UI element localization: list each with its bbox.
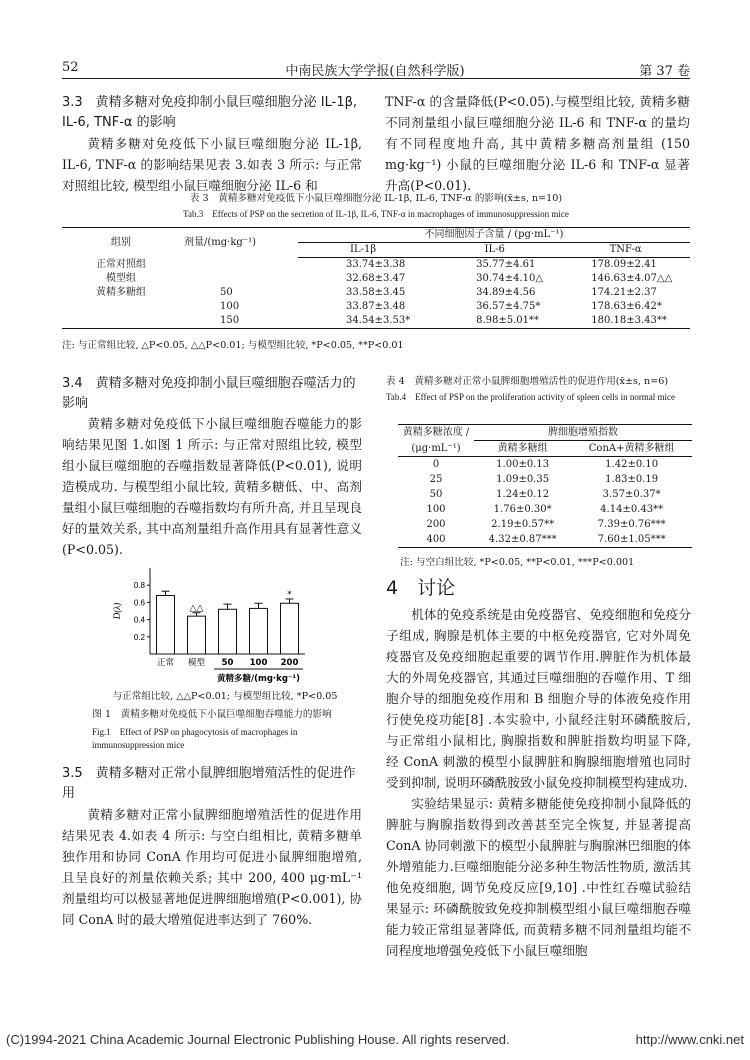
table-cell: 1.83±0.19	[605, 474, 659, 485]
volume-label: 第 37 卷	[639, 64, 690, 79]
table-cell: 3.57±0.37*	[602, 489, 661, 500]
table-cell: 100	[220, 301, 240, 312]
table4-header-conc-unit: (μg·mL⁻¹)	[398, 441, 474, 457]
table-cell: 180.18±3.43**	[561, 314, 690, 329]
table-cell: 4.32±0.87***	[474, 532, 571, 548]
y-tick-label: 0.4	[133, 615, 145, 625]
table3-caption-en: Tab.3 Effects of PSP on the secretion of IL-1β, IL-6, TNF-α in macrophages of immunosuppression mice	[183, 209, 569, 219]
x-tick-label: 模型	[187, 658, 206, 668]
y-tick-label: 0.2	[133, 632, 145, 642]
bar	[219, 609, 237, 654]
bar	[281, 603, 299, 654]
table-row	[398, 517, 692, 532]
table-row	[62, 272, 690, 286]
page-number: 52	[62, 60, 79, 75]
table-cell: 7.39±0.76***	[597, 519, 666, 530]
table-cell: 400	[398, 532, 474, 548]
section-4-title: 4 讨论	[386, 577, 456, 599]
table-cell	[180, 258, 298, 273]
journal-title: 中南民族大学学报(自然科学版)	[285, 64, 465, 79]
table-cell: 50	[220, 287, 233, 298]
table3	[62, 227, 690, 329]
section-3-3-body	[62, 133, 362, 196]
paragraph: 实验结果显示: 黄精多糖能使免疫抑制小鼠降低的脾脏与胸腺指数得到改善甚至完全恢复, 并显著提高 ConA 协同刺激下的模型小鼠脾脏与胸腺淋巴细胞的体外增殖能力.巨噬细胞能分泌多种生物活性物质, 激活其他免疫细胞, 调节免疫反应[9,10] .中性红吞噬试验结果显示: 环磷酰胺致免疫抑制模型组小鼠巨噬细胞吞噬能力较正常组显著降低, 而黄精多糖不同剂量组均能不同程度地增强免疫低下小鼠巨噬细胞	[386, 796, 691, 958]
table-cell: 25	[429, 474, 443, 485]
section-3-5-title: 3.5 黄精多糖对正常小鼠脾细胞增殖活性的促进作用	[62, 766, 356, 801]
table-cell: 8.98±5.01**	[428, 314, 561, 329]
table-cell: 33.87±3.48	[346, 301, 406, 312]
table3-header-dose: 剂量/(mg·kg⁻¹)	[180, 228, 298, 258]
section-3-3-title: 3.3 黄精多糖对免疫抑制小鼠巨噬细胞分泌 IL-1β, IL-6, TNF-α 的影响	[62, 95, 358, 130]
significance-marker: *	[287, 589, 292, 600]
table-row	[62, 300, 690, 314]
table-cell: 34.54±3.53*	[298, 314, 428, 329]
table-cell: 35.77±4.61	[476, 259, 536, 270]
table-cell: 36.57±4.75*	[476, 301, 541, 312]
x-tick-label: 50	[221, 658, 234, 668]
significance-marker: △△	[189, 603, 204, 614]
section-3-5-body	[62, 804, 362, 930]
table-row	[62, 286, 690, 300]
table-cell: 33.74±3.38	[346, 259, 406, 270]
table3-header-tnf: TNF-α	[561, 243, 690, 258]
table-cell: 174.21±2.37	[591, 287, 657, 298]
table-cell: 30.74±4.10△	[476, 273, 544, 284]
table-cell: 33.58±3.45	[346, 287, 406, 298]
y-tick-label: 0.8	[133, 581, 145, 591]
table-cell: 1.09±0.35	[496, 474, 550, 485]
figure1-chart	[110, 562, 310, 687]
table-cell: 1.24±0.12	[496, 489, 550, 500]
bar	[157, 596, 175, 654]
paragraph: TNF-α 的含量降低(P<0.05).与模型组比较, 黄精多糖不同剂量组小鼠巨噬细胞分泌 IL-6 和 TNF-α 的量均有不同程度地升高, 其中黄精多糖高剂量组 (150 mg·kg⁻¹) 小鼠的巨噬细胞分泌 IL-6 和 TNF-α 显著升高(P<0.01).	[385, 94, 690, 193]
table3-header-span: 不同细胞因子含量 / (pg·mL⁻¹)	[298, 228, 690, 243]
bar	[188, 616, 206, 654]
table-cell: 4.14±0.43**	[600, 504, 664, 515]
table-row	[398, 532, 692, 548]
table4-header-conc: 黄精多糖浓度 /	[398, 425, 474, 441]
table-row	[398, 502, 692, 517]
figure1-caption-en: Fig.1 Effect of PSP on phagocytosis of macrophages in immunosuppression mice	[92, 727, 298, 750]
table-cell	[62, 300, 180, 314]
figure1-note: 与正常组比较, △△P<0.01; 与模型组比较, *P<0.05	[112, 691, 338, 702]
y-axis-label: D(λ)	[112, 602, 122, 620]
section-3-4-title: 3.4 黄精多糖对免疫抑制小鼠巨噬细胞吞噬活力的影响	[62, 376, 356, 411]
table-cell: 32.68±3.47	[346, 273, 406, 284]
figure1-caption-cn: 图 1 黄精多糖对免疫低下小鼠巨噬细胞吞噬能力的影响	[92, 709, 332, 720]
header-rule	[62, 78, 690, 79]
table-cell	[62, 314, 180, 329]
table-cell: 178.09±2.41	[591, 259, 657, 270]
table-row	[398, 457, 692, 473]
y-tick-label: 0.6	[133, 598, 145, 608]
table-row	[62, 258, 690, 273]
table-cell: 1.42±0.10	[605, 459, 659, 470]
section-4-body	[386, 604, 691, 961]
table4	[398, 424, 692, 548]
table-cell: 正常对照组	[96, 258, 146, 270]
paragraph: 机体的免疫系统是由免疫器官、免疫细胞和免疫分子组成, 胸腺是机体主要的中枢免疫器官, 它对外周免疫器官及免疫细胞起重要的调节作用.脾脏作为机体最大的外周免疫器官, 其通过巨噬细胞的吞噬作用、T 细胞介导的细胞免疫作用和 B 细胞介导的体液免疫作用行使免疫功能[8] .本实验中, 小鼠经注射环磷酰胺后, 与正常组小鼠相比, 胸腺指数和脾脏指数均明显下降, 经 ConA 刺激的模型小鼠脾脏和胸腺细胞增殖也同时受到抑制, 说明环磷酰胺致小鼠免疫抑制模型构建成功.	[386, 607, 691, 790]
table-cell: 0	[432, 459, 440, 470]
x-tick-label: 200	[280, 658, 299, 668]
section-3-3-body-cont	[385, 91, 690, 196]
table-cell: 2.19±0.57**	[491, 519, 555, 530]
section-3-4-body	[62, 413, 362, 560]
table3-header-il6: IL-6	[428, 243, 561, 258]
table4-header-span: 脾细胞增殖指数	[474, 425, 692, 441]
table-cell: 150	[180, 314, 298, 329]
copyright-notice: (C)1994-2021 China Academic Journal Electronic Publishing House. All rights reserved.	[6, 1032, 510, 1047]
table4-caption-cn: 表 4 黄精多糖对正常小鼠脾细胞增殖活性的促进作用(x̄±s, n=6)	[386, 376, 669, 387]
group-label: 黄精多糖/(mg·kg⁻¹)	[217, 674, 300, 684]
x-tick-label: 正常	[156, 658, 175, 668]
table4-caption-en: Tab.4 Effect of PSP on the proliferation activity of spleen cells in normal mice	[386, 392, 676, 402]
paragraph: 黄精多糖对免疫低下小鼠巨噬细胞分泌 IL-1β, IL-6, TNF-α 的影响结果见表 3.如表 3 所示: 与正常对照组比较, 模型组小鼠巨噬细胞分泌 IL-6 和	[62, 136, 362, 193]
table-cell: 146.63±4.07△△	[591, 273, 673, 284]
table-row	[62, 314, 690, 329]
bar	[250, 608, 268, 654]
page-footer	[6, 1032, 744, 1047]
table4-note: 注: 与空白组比较, *P<0.05, **P<0.01, ***P<0.001	[400, 557, 635, 568]
paragraph: 黄精多糖对正常小鼠脾细胞增殖活性的促进作用结果见表 4.如表 4 所示: 与空白组相比, 黄精多糖单独作用和协同 ConA 作用均可促进小鼠脾细胞增殖, 且呈良好的剂量依赖关系; 其中 200, 400 μg·mL⁻¹剂量组均可以极显著地促进脾细胞增殖(P<0.001), 协同 ConA 时的最大增殖促进率达到了 760%.	[62, 807, 362, 927]
table-cell: 黄精多糖组	[96, 287, 146, 298]
table-cell: 34.89±4.56	[476, 287, 536, 298]
table3-caption-cn: 表 3 黄精多糖对免疫低下小鼠巨噬细胞分泌 IL-1β, IL-6, TNF-α 的影响(x̄±s, n=10)	[189, 193, 563, 204]
table-cell: 1.76±0.30*	[493, 504, 552, 515]
x-tick-label: 100	[249, 658, 268, 668]
table-row	[398, 472, 692, 487]
table3-note: 注: 与正常组比较, △P<0.05, △△P<0.01; 与模型组比较, *P<0.05, **P<0.01	[62, 340, 404, 351]
table-cell	[180, 272, 298, 286]
table4-header-psp: 黄精多糖组	[474, 441, 571, 457]
table-row	[398, 487, 692, 502]
footer-url: http://www.cnki.net	[635, 1032, 744, 1047]
table-cell: 200	[426, 519, 446, 530]
paragraph: 黄精多糖对免疫低下小鼠巨噬细胞吞噬能力的影响结果见图 1.如图 1 所示: 与正常对照组比较, 模型组小鼠巨噬细胞的吞噬指数显著降低(P<0.01), 说明造模成功. 与模型组小鼠比较, 黄精多糖低、中、高剂量组小鼠巨噬细胞的吞噬指数均有所升高, 并且呈现良好的量效关系, 其中高剂量组升高作用具有显著性意义(P<0.05).	[62, 416, 362, 557]
table-cell: 50	[429, 489, 443, 500]
table-cell: 7.60±1.05***	[571, 532, 692, 548]
table3-header-il1b: IL-1β	[298, 243, 428, 258]
table4-header-cona-psp: ConA+黄精多糖组	[571, 441, 692, 457]
table-cell: 178.63±6.42*	[591, 301, 662, 312]
table3-header-group: 组别	[62, 228, 180, 258]
table-cell: 1.00±0.13	[496, 459, 550, 470]
table-cell: 100	[426, 504, 446, 515]
table-cell: 模型组	[106, 273, 136, 284]
